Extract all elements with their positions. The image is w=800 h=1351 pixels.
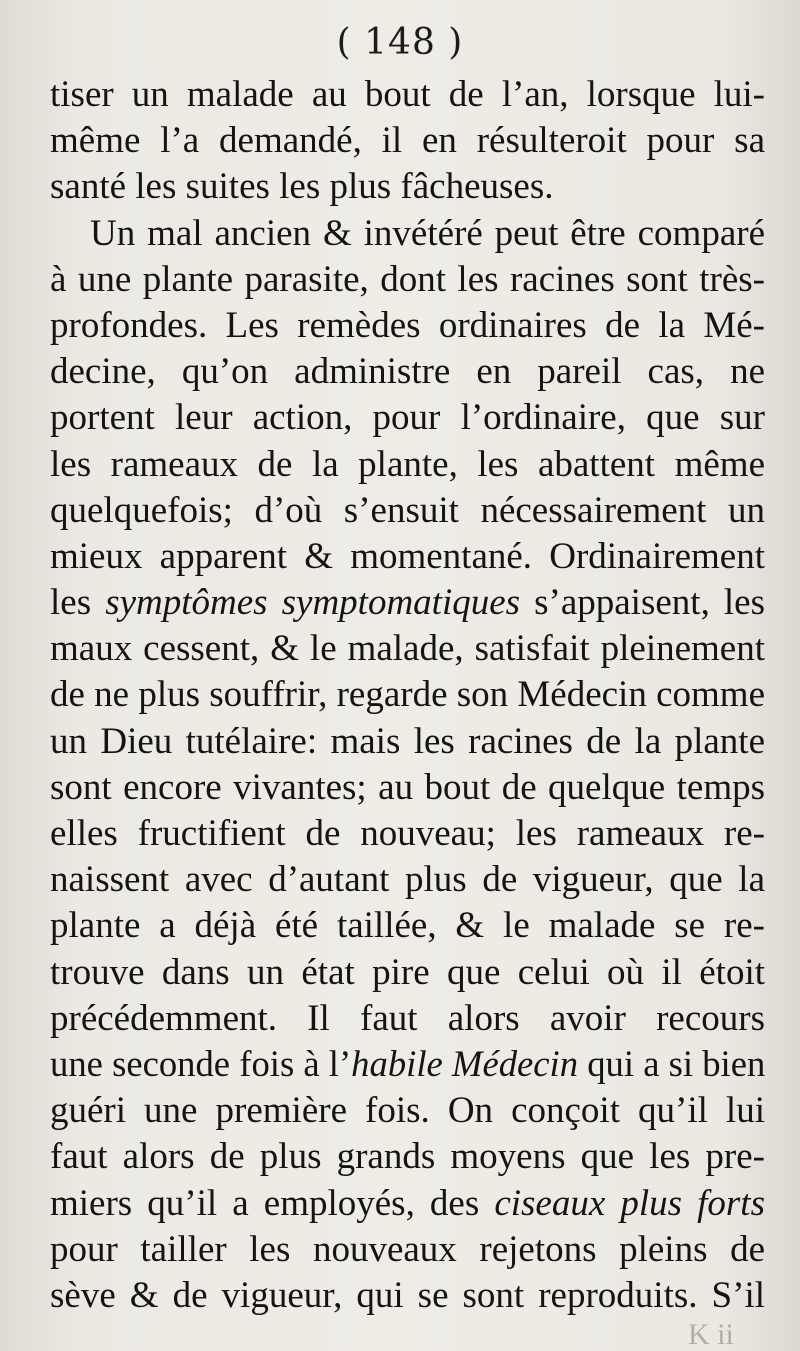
body-text: [50, 72, 765, 1319]
text-segment: elles fructifient de nouveau; les rameaux re-: [50, 813, 765, 854]
text-segment: les rameaux de la plante, les abattent même: [50, 443, 765, 485]
text-line: [50, 1227, 765, 1273]
text-segment: quelquefois; d’où s’ensuit nécessairement un: [50, 489, 765, 531]
text-line: [50, 672, 765, 718]
text-segment: précédemment. Il faut alors avoir recours: [50, 997, 765, 1039]
text-segment: un Dieu tutélaire: mais les racines de la plante: [50, 720, 765, 762]
text-line: [50, 903, 765, 949]
text-segment: trouve dans un état pire que celui où il étoit: [50, 951, 765, 993]
italic-text: habile Médecin: [351, 1043, 579, 1085]
text-segment: une seconde fois à l’: [50, 1043, 352, 1085]
page-number: ( 148 ): [336, 22, 464, 63]
text-segment: s’appaisent, les: [520, 582, 765, 624]
text-segment: portent leur action, pour l’ordinaire, que sur: [50, 397, 765, 439]
text-segment: decine, qu’on administre en pareil cas, ne: [50, 351, 765, 393]
text-segment: les: [50, 582, 106, 624]
text-line: [50, 1273, 765, 1319]
text-segment: profondes. Les remèdes ordinaires de la Mé-: [50, 304, 765, 346]
text-line: [50, 534, 765, 580]
text-line: [50, 580, 765, 626]
text-line: [50, 488, 765, 534]
text-line: [50, 626, 765, 672]
text-segment: sève & de vigueur, qui se sont reproduits. S’il: [50, 1274, 765, 1316]
signature-mark: K ii: [688, 1318, 734, 1351]
text-segment: Un mal ancien & invétéré peut être comparé: [90, 212, 765, 254]
text-line: [50, 950, 765, 996]
text-line: [50, 811, 765, 857]
italic-text: symptômes symptomatiques: [105, 582, 521, 624]
text-segment: qui a si bien: [578, 1043, 766, 1085]
text-segment: sont encore vivantes; au bout de quelque temps: [50, 766, 765, 808]
text-line: [50, 442, 765, 488]
text-line: [50, 395, 765, 441]
text-line: [50, 765, 765, 811]
text-segment: plante a déjà été taillée, & le malade se re-: [50, 905, 765, 947]
text-line: [50, 857, 765, 903]
text-line: [50, 349, 765, 395]
text-segment: miers qu’il a employés, des: [50, 1182, 495, 1224]
text-segment: à une plante parasite, dont les racines sont très-: [50, 258, 765, 300]
text-line: [50, 118, 765, 164]
text-line: [50, 211, 765, 257]
text-line: [50, 996, 765, 1042]
text-line: [50, 719, 765, 765]
text-segment: guéri une première fois. On conçoit qu’il lui: [50, 1090, 765, 1132]
text-line: [50, 1181, 765, 1227]
text-segment: santé les suites les plus fâcheuses.: [50, 166, 554, 208]
text-segment: naissent avec d’autant plus de vigueur, que la: [50, 859, 765, 901]
text-line: [50, 1042, 766, 1088]
text-line: [50, 1088, 765, 1134]
text-segment: de ne plus souffrir, regarde son Médecin comme: [50, 674, 765, 716]
text-segment: mieux apparent & momentané. Ordinairement: [50, 535, 765, 577]
text-line: [50, 1134, 765, 1180]
text-segment: maux cessent, & le malade, satisfait pleinement: [50, 628, 765, 670]
text-segment: pour tailler les nouveaux rejetons pleins de: [50, 1228, 765, 1270]
text-line: [50, 257, 765, 303]
text-line: [50, 303, 765, 349]
text-segment: faut alors de plus grands moyens que les pre-: [50, 1136, 765, 1178]
text-segment: même l’a demandé, il en résulteroit pour sa: [50, 120, 765, 162]
italic-text: ciseaux plus forts: [494, 1182, 765, 1224]
text-line: [50, 72, 765, 118]
text-line: [50, 164, 765, 210]
text-segment: tiser un malade au bout de l’an, lorsque lui-: [50, 74, 765, 115]
